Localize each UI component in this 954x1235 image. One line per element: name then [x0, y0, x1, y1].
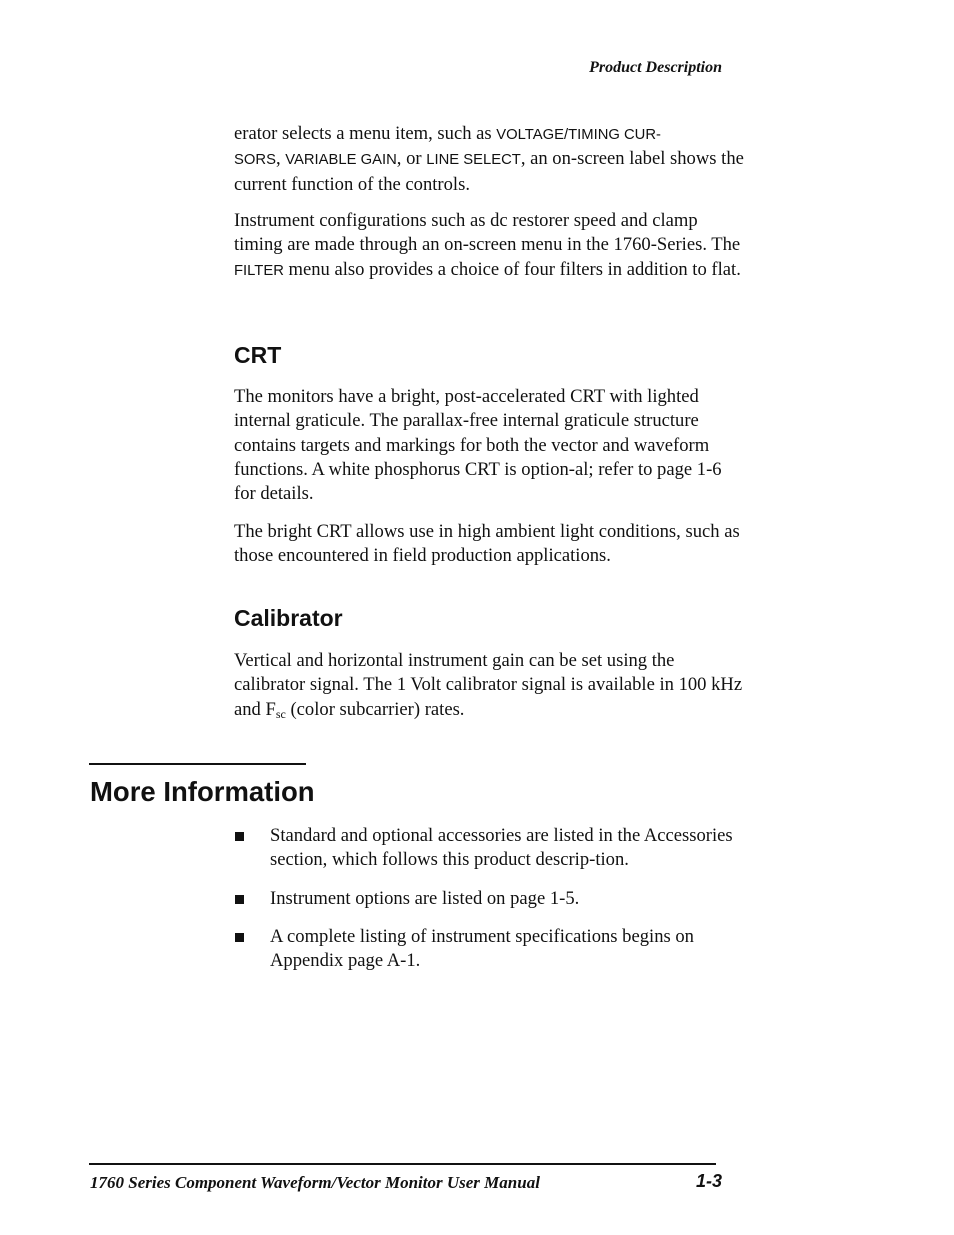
section-rule	[89, 763, 306, 765]
menu-item-variable-gain: VARIABLE GAIN	[285, 152, 397, 169]
menu-item-voltage-timing: VOLTAGE/TIMING CUR-	[496, 127, 661, 143]
running-head: Product Description	[589, 59, 722, 76]
crt-heading: CRT	[234, 342, 282, 368]
more-info-list	[234, 824, 744, 987]
text-run: erator selects a menu item, such as	[234, 123, 497, 144]
crt-text-1: The monitors have a bright, post-accelerated CRT with lighted internal graticule. The parallax-free internal graticule structure contains targets and markings for both the vector and waveform functions. A white phosphorus CRT is option-al; refer to page 1-6 for details.	[234, 386, 722, 505]
text-run: (color subcarrier) rates.	[285, 698, 465, 720]
crt-paragraph-1	[234, 385, 744, 506]
subscript-sc: sc	[275, 706, 286, 721]
text-run: menu also provides a choice of four filters in addition to flat.	[283, 258, 741, 280]
list-item-text: Instrument options are listed on page 1-5.	[270, 887, 580, 909]
calibrator-heading: Calibrator	[234, 605, 343, 631]
square-bullet-icon	[235, 933, 244, 942]
crt-paragraph-2	[234, 520, 744, 569]
list-item	[234, 887, 744, 911]
text-run: , or	[396, 148, 427, 170]
more-info-heading: More Information	[90, 776, 315, 807]
square-bullet-icon	[235, 895, 244, 904]
text-run: ,	[275, 148, 286, 170]
text-run: Instrument configurations such as dc restorer speed and clamp timing are made through an on-screen menu in the 1760-Series. The	[234, 210, 741, 256]
menu-item-filter: FILTER	[234, 262, 284, 279]
calibrator-paragraph	[234, 649, 744, 722]
list-item-text: A complete listing of instrument specifications begins on Appendix page A-1.	[270, 925, 694, 972]
list-item	[234, 824, 744, 873]
list-item	[234, 925, 744, 974]
menu-item-voltage-timing-cont: SORS	[234, 152, 276, 169]
footer-title: 1760 Series Component Waveform/Vector Monitor User Manual	[90, 1173, 540, 1192]
menu-item-line-select: LINE SELECT	[426, 152, 521, 169]
list-item-text: Standard and optional accessories are listed in the Accessories section, which follows this product descrip-tion.	[270, 825, 733, 871]
intro-paragraph	[234, 122, 744, 197]
text-run: Vertical and horizontal instrument gain can be set using the calibrator signal. The 1 Volt calibrator signal is available in 100 kHz and F	[234, 650, 743, 720]
page-number: 1-3	[695, 1171, 722, 1191]
square-bullet-icon	[235, 832, 244, 841]
footer-rule	[89, 1163, 716, 1165]
text-run: , an on-screen label shows the current function of the controls.	[234, 148, 744, 195]
crt-text-2: The bright CRT allows use in high ambient light conditions, such as those encountered in field production applications.	[234, 521, 740, 567]
config-paragraph	[234, 209, 744, 283]
